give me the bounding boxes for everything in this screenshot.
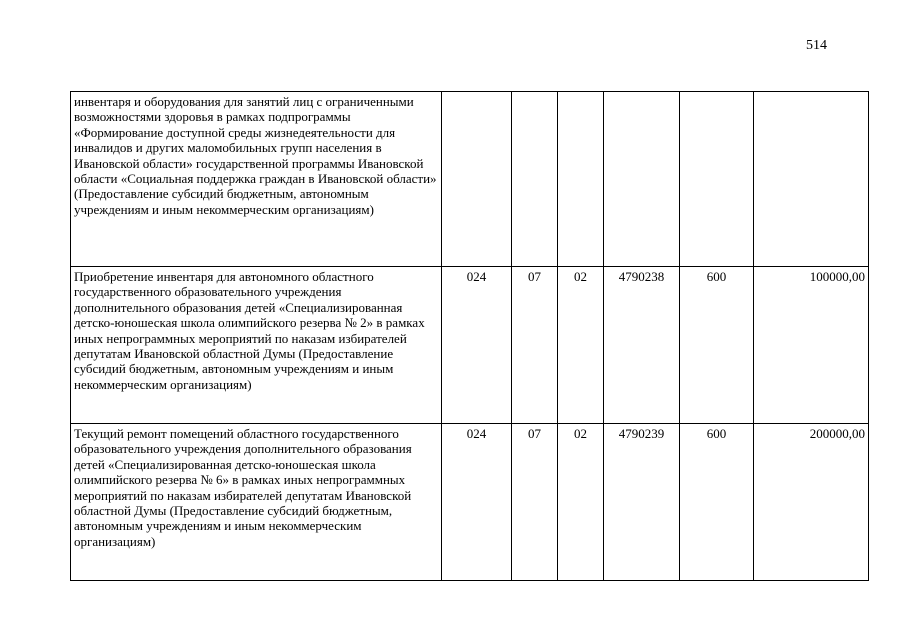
table-row (71, 424, 869, 581)
row-subsection: 02 (558, 267, 604, 424)
table-row (71, 267, 869, 424)
row-amount (754, 92, 869, 267)
row-amount: 100000,00 (754, 267, 869, 424)
budget-table (70, 91, 869, 581)
row-section: 07 (512, 424, 558, 581)
row-target: 4790239 (604, 424, 680, 581)
row-section: 07 (512, 267, 558, 424)
row-target: 4790238 (604, 267, 680, 424)
row-target (604, 92, 680, 267)
row-description: Приобретение инвентаря для автономного областного государственного образовательного учреждения дополнительного образования детей «Специализированная детско-юношеская школа олимпийского резерва № 2» в рамках иных непрограммных мероприятий по наказам избирателей депутатам Ивановской областной Думы (Предоставление субсидий бюджетным, автономным учреждениям и иным некоммерческим организациям) (71, 267, 442, 424)
row-amount: 200000,00 (754, 424, 869, 581)
row-subsection (558, 92, 604, 267)
row-expense-type (680, 92, 754, 267)
row-subsection: 02 (558, 424, 604, 581)
row-description: Текущий ремонт помещений областного государственного образовательного учреждения дополнительного образования детей «Специализированная детско-юношеская школа олимпийского резерва № 6» в рамках иных непрограммных мероприятий по наказам избирателей депутатам Ивановской областной Думы (Предоставление субсидий бюджетным, автономным учреждениям и иным некоммерческим организациям) (71, 424, 442, 581)
row-expense-type: 600 (680, 267, 754, 424)
table-row (71, 92, 869, 267)
row-expense-type: 600 (680, 424, 754, 581)
row-description: инвентаря и оборудования для занятий лиц с ограниченными возможностями здоровья в рамках подпрограммы «Формирование доступной среды жизнедеятельности для инвалидов и других маломобильных групп населения в Ивановской области» государственной программы Ивановской области «Социальная поддержка граждан в Ивановской области» (Предоставление субсидий бюджетным, автономным учреждениям и иным некоммерческим организациям) (71, 92, 442, 267)
row-code (442, 92, 512, 267)
row-section (512, 92, 558, 267)
row-code: 024 (442, 424, 512, 581)
page-number: 514 (806, 38, 827, 53)
row-code: 024 (442, 267, 512, 424)
